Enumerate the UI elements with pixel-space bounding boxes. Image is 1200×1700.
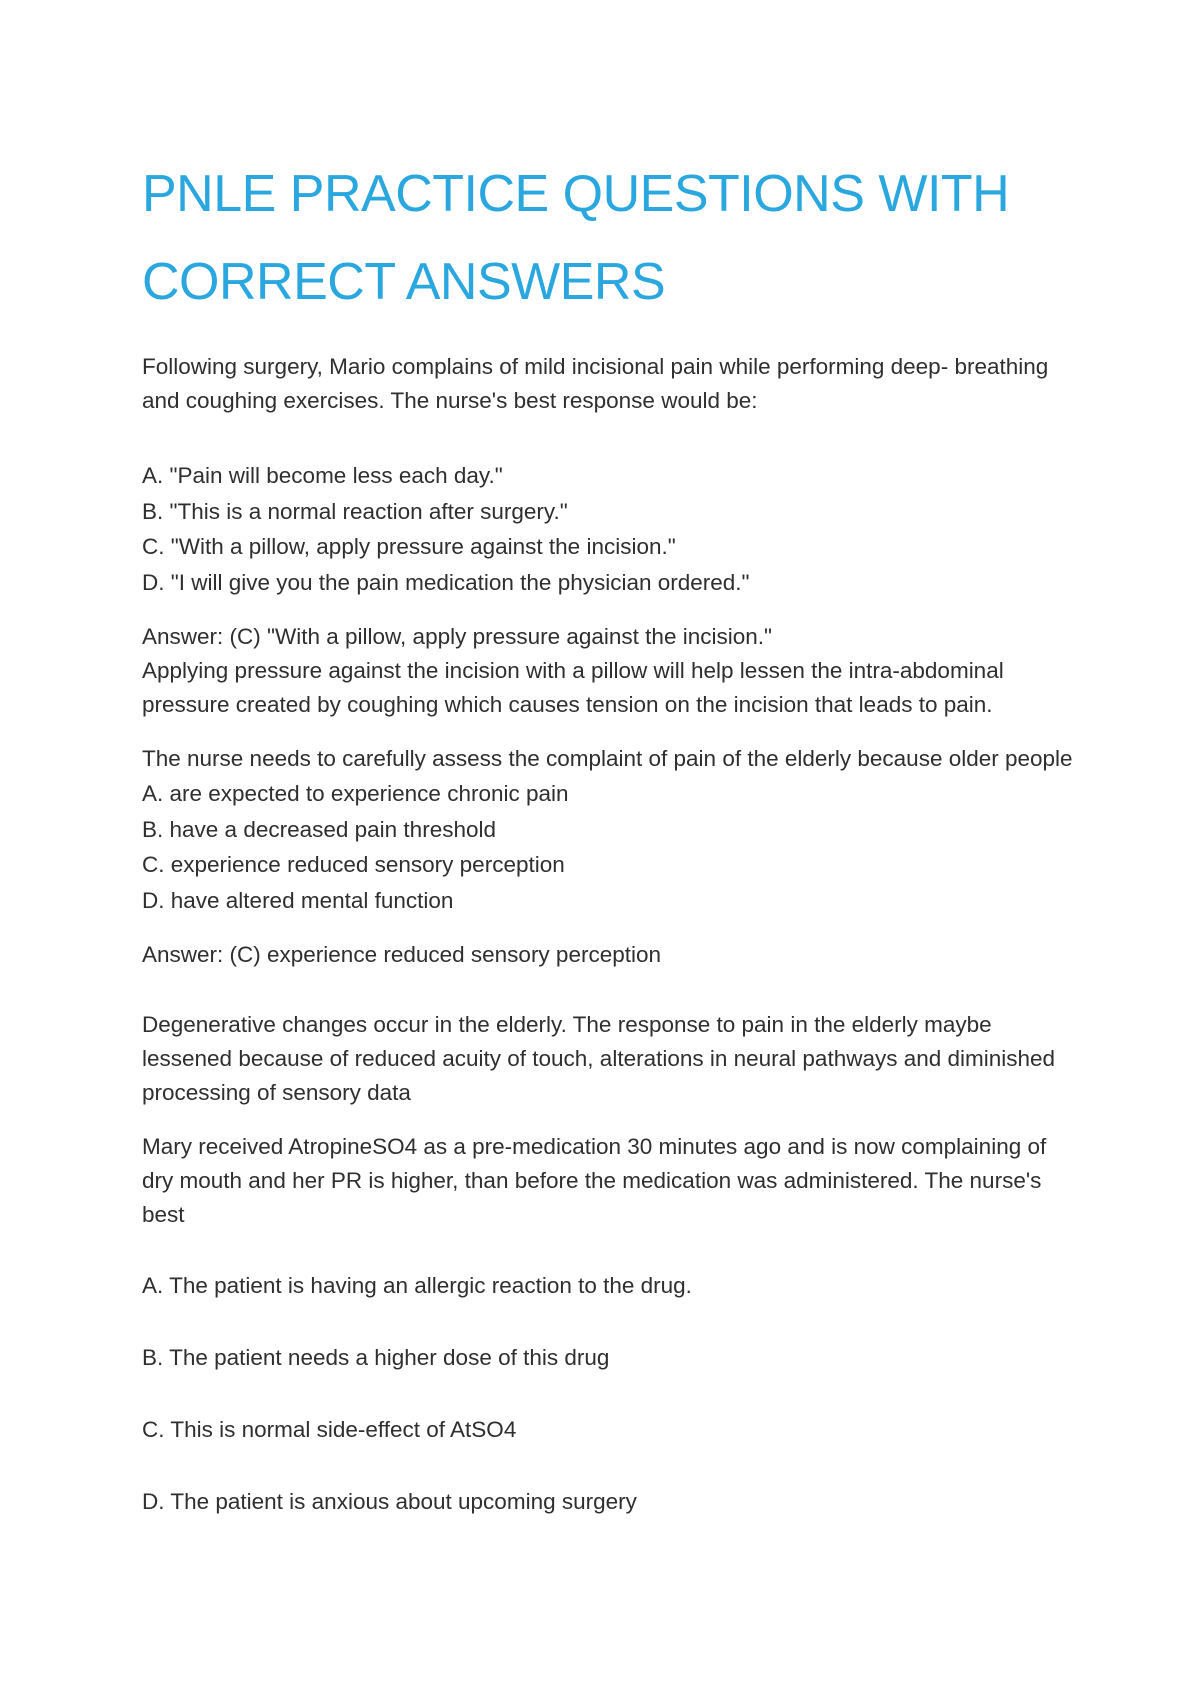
title-line-1: PNLE PRACTICE QUESTIONS WITH xyxy=(142,165,1010,223)
question-3-option-d: D. The patient is anxious about upcoming surgery xyxy=(142,1489,637,1514)
question-2-rationale xyxy=(142,1008,1082,1110)
question-1-option-d: D. "I will give you the pain medication the physician ordered." xyxy=(142,569,750,595)
title-line-2: CORRECT ANSWERS xyxy=(142,253,666,311)
question-1-rationale-line-2: pressure created by coughing which causes tension on the incision that leads to pain. xyxy=(142,692,993,717)
question-1-stem xyxy=(142,350,1082,418)
question-2-answer: Answer: (C) experience reduced sensory perception xyxy=(142,942,662,967)
question-1-option-c: C. "With a pillow, apply pressure against the incision." xyxy=(142,534,676,559)
question-2-stem: The nurse needs to carefully assess the complaint of pain of the elderly because older people xyxy=(142,746,1073,771)
question-2 xyxy=(142,742,1082,1110)
question-1 xyxy=(142,350,1082,722)
document-page xyxy=(142,150,1082,1556)
question-2-rationale-line-3: processing of sensory data xyxy=(142,1080,411,1105)
question-3-options xyxy=(142,1268,1082,1519)
question-2-options xyxy=(142,776,1082,918)
question-3 xyxy=(142,1130,1082,1519)
question-2-option-c: C. experience reduced sensory perception xyxy=(142,852,565,877)
question-3-stem-line-1: Mary received AtropineSO4 as a pre-medication 30 minutes ago and is now complaining of xyxy=(142,1134,1047,1159)
question-3-stem-line-2: dry mouth and her PR is higher, than before the medication was administered. The nurse's xyxy=(142,1168,1042,1193)
question-1-stem-line-2: and coughing exercises. The nurse's best response would be: xyxy=(142,388,758,413)
question-1-rationale xyxy=(142,654,1082,722)
question-2-option-b: B. have a decreased pain threshold xyxy=(142,816,496,842)
question-3-option-a: A. The patient is having an allergic reaction to the drug. xyxy=(142,1273,692,1298)
question-1-options xyxy=(142,458,1082,600)
question-1-option-a: A. "Pain will become less each day." xyxy=(142,463,503,488)
document-title xyxy=(142,150,1082,326)
question-2-option-d: D. have altered mental function xyxy=(142,887,454,913)
question-1-answer: Answer: (C) "With a pillow, apply pressure against the incision." xyxy=(142,624,772,649)
question-2-rationale-line-1: Degenerative changes occur in the elderly. The response to pain in the elderly maybe xyxy=(142,1012,992,1037)
question-3-option-b: B. The patient needs a higher dose of this drug xyxy=(142,1345,610,1370)
question-3-stem xyxy=(142,1130,1082,1232)
question-1-option-b: B. "This is a normal reaction after surgery." xyxy=(142,498,568,524)
question-3-stem-line-3: best xyxy=(142,1202,185,1227)
question-2-option-a: A. are expected to experience chronic pain xyxy=(142,781,569,806)
question-3-option-c: C. This is normal side-effect of AtSO4 xyxy=(142,1417,517,1442)
question-1-stem-line-1: Following surgery, Mario complains of mild incisional pain while performing deep- breathing xyxy=(142,354,1049,379)
question-2-rationale-line-2: lessened because of reduced acuity of touch, alterations in neural pathways and diminished xyxy=(142,1046,1056,1071)
question-1-rationale-line-1: Applying pressure against the incision with a pillow will help lessen the intra-abdominal xyxy=(142,658,1004,683)
